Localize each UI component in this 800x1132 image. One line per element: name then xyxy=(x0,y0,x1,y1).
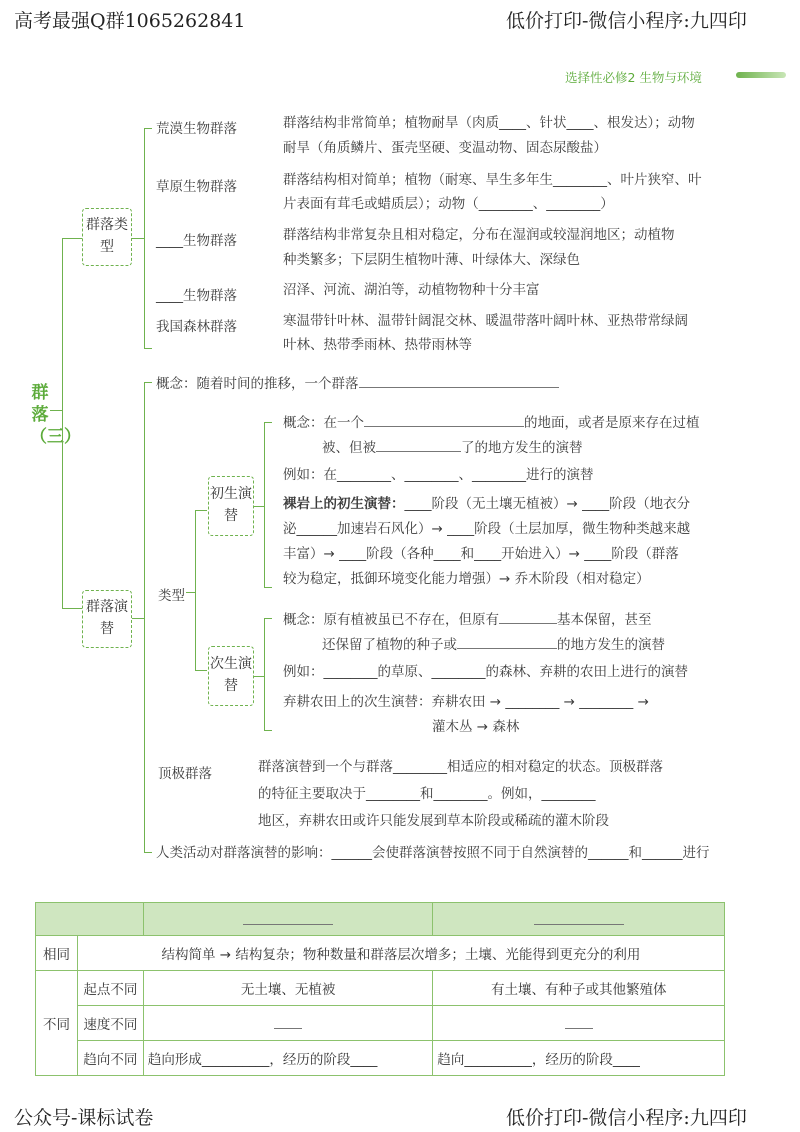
climax-line1: 群落演替到一个与群落________相适应的相对稳定的状态。顶极群落 xyxy=(258,759,663,775)
type-desc: 叶林、热带季雨林、热带雨林等 xyxy=(283,337,472,353)
tag-bar xyxy=(736,72,786,78)
same-label: 相同 xyxy=(36,936,78,971)
table-cell xyxy=(433,1006,725,1041)
table-cell xyxy=(143,1006,433,1041)
community-types-box: 群落类型 xyxy=(82,208,132,266)
climax-line3: 地区，弃耕农田或许只能发展到草本阶段或稀疏的灌木阶段 xyxy=(258,813,609,829)
type-bracket xyxy=(195,510,196,670)
rock-succession-line4: 较为稳定，抵御环境变化能力增强）→ 乔木阶段（相对稳定） xyxy=(283,571,650,587)
types-bracket xyxy=(144,128,145,348)
rock-succession-line3: 丰富）→ ____阶段（各种____和____开始进入）→ ____阶段（群落 xyxy=(283,546,679,562)
diff-label: 不同 xyxy=(36,971,78,1076)
type-label: 类型 xyxy=(158,588,185,604)
climax-label: 顶极群落 xyxy=(158,766,212,782)
primary-example: 例如：在________、________、________进行的演替 xyxy=(283,467,594,483)
table-row xyxy=(36,971,725,1006)
farmland-succession-line1: 弃耕农田上的次生演替：弃耕农田 → ________ → ________ → xyxy=(283,694,649,710)
primary-concept-line1: 概念：在一个 的地面，或者是原来存在过植 xyxy=(283,412,700,433)
succession-concept: 概念：随着时间的推移，一个群落 xyxy=(156,373,559,394)
farmland-succession-line2: 灌木丛 → 森林 xyxy=(432,719,520,735)
secondary-example: 例如：________的草原、________的森林、弃耕的农田上进行的演替 xyxy=(283,664,688,680)
rock-succession-line2: 泌______加速岩石风化）→ ____阶段（土层加厚，微生物种类越来越 xyxy=(283,521,691,537)
table-row xyxy=(36,936,725,971)
climax-line2: 的特征主要取决于________和________。例如，________ xyxy=(258,786,596,802)
header-left: 高考最强Q群1065262841 xyxy=(14,10,246,32)
row-label: 趋向不同 xyxy=(77,1041,143,1076)
row-label: 速度不同 xyxy=(77,1006,143,1041)
type-desc: 种类繁多；下层阴生植物叶薄、叶绿体大、深绿色 xyxy=(283,252,580,268)
type-desc: 片表面有茸毛或蜡质层）；动物（________、________） xyxy=(283,196,614,212)
secondary-concept-line1: 概念：原有植被虽已不存在，但原有 基本保留，甚至 xyxy=(283,609,652,630)
table-cell: 无土壤、无植被 xyxy=(143,971,433,1006)
header-cell xyxy=(433,903,725,936)
type-desc: 耐旱（角质鳞片、蛋壳坚硬、变温动物、固态尿酸盐） xyxy=(283,140,607,156)
table-cell: 趋向形成__________，经历的阶段____ xyxy=(143,1041,433,1076)
type-desc: 群落结构相对简单；植物（耐寒、旱生多年生________、叶片狭窄、叶 xyxy=(283,172,702,188)
comparison-table xyxy=(35,902,725,1076)
primary-bracket xyxy=(264,422,265,587)
row-label: 起点不同 xyxy=(77,971,143,1006)
side-title: 群落（三） xyxy=(30,383,81,447)
footer-left: 公众号-课标试卷 xyxy=(14,1107,154,1129)
table-header-row xyxy=(36,903,725,936)
type-desc: 群落结构非常简单；植物耐旱（肉质____、针状____、根发达）；动物 xyxy=(283,115,695,131)
type-name: 我国森林群落 xyxy=(156,319,237,335)
type-desc: 寒温带针叶林、温带针阔混交林、暖温带落叶阔叶林、亚热带常绿阔 xyxy=(283,313,688,329)
primary-concept-line2: 被、但被 了的地方发生的演替 xyxy=(322,437,583,458)
footer-right: 低价打印-微信小程序:九四印 xyxy=(506,1107,747,1129)
primary-succession-box: 初生演替 xyxy=(208,476,254,536)
secondary-concept-line2: 还保留了植物的种子或 的地方发生的演替 xyxy=(322,634,665,655)
type-name: ____生物群落 xyxy=(156,233,237,249)
human-impact: 人类活动对群落演替的影响：______会使群落演替按照不同于自然演替的______和______进行 xyxy=(156,845,710,861)
header-cell xyxy=(143,903,433,936)
header-right: 低价打印-微信小程序:九四印 xyxy=(506,10,747,32)
type-name: 荒漠生物群落 xyxy=(156,121,237,137)
main-bracket xyxy=(62,238,63,608)
table-cell: 有土壤、有种子或其他繁殖体 xyxy=(433,971,725,1006)
table-cell: 趋向__________，经历的阶段____ xyxy=(433,1041,725,1076)
type-desc: 群落结构非常复杂且相对稳定，分布在湿润或较湿润地区；动植物 xyxy=(283,227,675,243)
same-text: 结构简单 → 结构复杂；物种数量和群落层次增多；土壤、光能得到更充分的利用 xyxy=(77,936,724,971)
succession-bracket xyxy=(144,382,145,852)
table-row xyxy=(36,1006,725,1041)
type-name: 草原生物群落 xyxy=(156,179,237,195)
succession-box: 群落演替 xyxy=(82,590,132,648)
secondary-succession-box: 次生演替 xyxy=(208,646,254,706)
rock-succession-line1: 裸岩上的初生演替：____阶段（无土壤无植被）→ ____阶段（地衣分 xyxy=(283,496,691,512)
table-row xyxy=(36,1041,725,1076)
type-name: ____生物群落 xyxy=(156,288,237,304)
type-desc: 沼泽、河流、湖泊等，动植物物种十分丰富 xyxy=(283,282,540,298)
book-tag: 选择性必修2 生物与环境 xyxy=(565,70,702,85)
secondary-bracket xyxy=(264,618,265,730)
